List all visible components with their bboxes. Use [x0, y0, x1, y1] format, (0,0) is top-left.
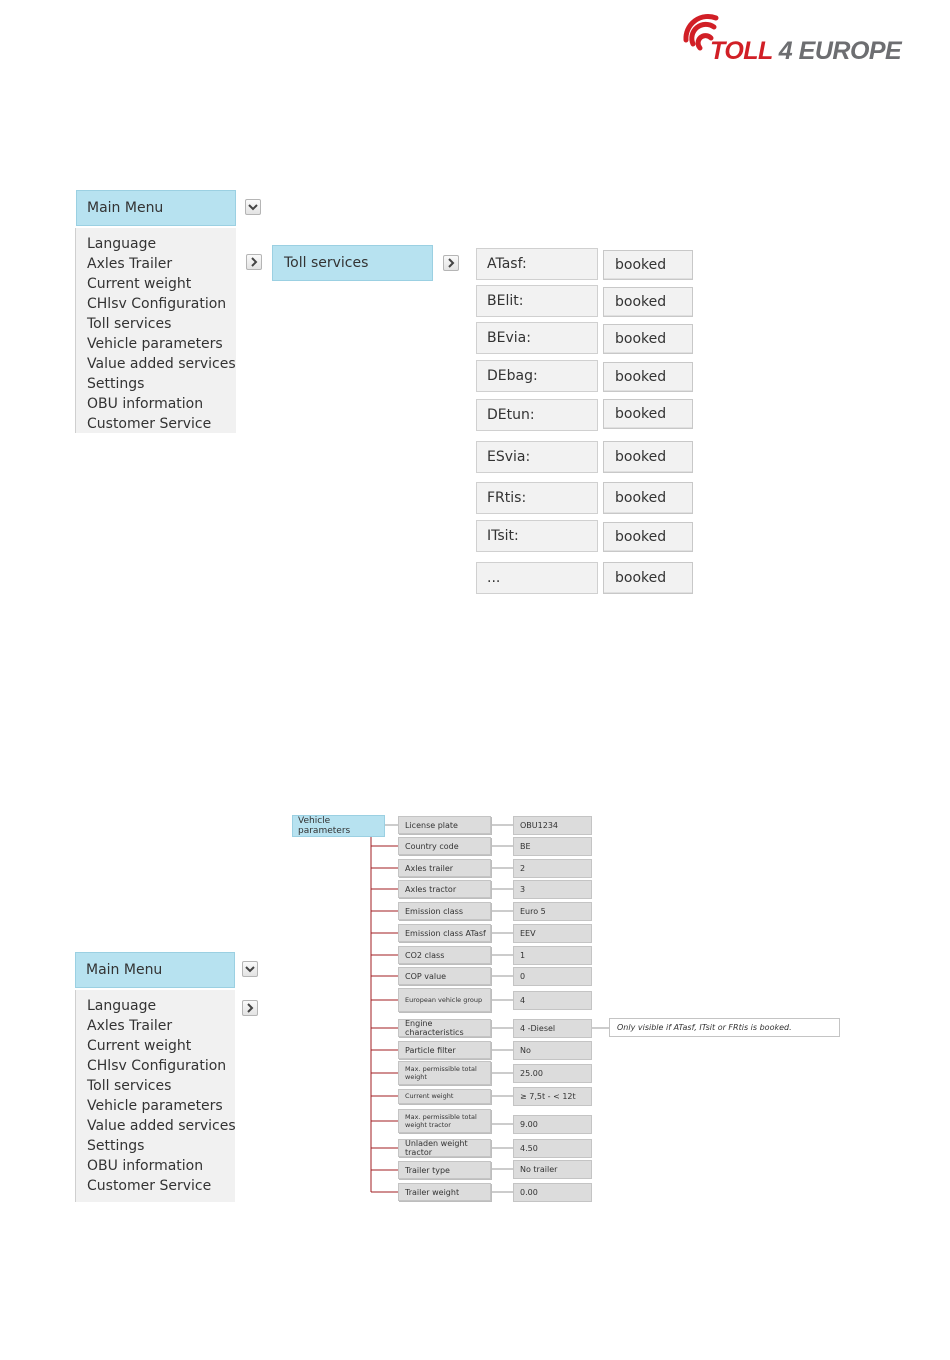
vehicle-param-value[interactable]: 3	[513, 880, 592, 899]
toll-service-status-text: booked	[615, 257, 667, 273]
vehicle-param-label: License plate	[398, 816, 491, 834]
vehicle-param-value[interactable]: 1	[513, 946, 592, 965]
vehicle-param-value[interactable]: 2	[513, 859, 592, 878]
menu-item-chlsv-configuration[interactable]: CHlsv Configuration	[87, 1058, 227, 1074]
vehicle-param-label: Country code	[398, 837, 491, 855]
toll-service-label: ATasf:	[487, 256, 527, 272]
vehicle-parameters-expand-button[interactable]	[242, 1000, 258, 1016]
vehicle-param-label: Engine characteristics	[398, 1019, 491, 1037]
vehicle-param-value[interactable]: Euro 5	[513, 902, 592, 921]
menu-item-axles-trailer[interactable]: Axles Trailer	[87, 1018, 173, 1034]
toll-service-label: DEtun:	[487, 407, 535, 423]
menu-item-axles-trailer[interactable]: Axles Trailer	[87, 256, 173, 272]
main-menu-title-2: Main Menu	[86, 962, 163, 978]
toll-service-status-text: booked	[615, 406, 667, 422]
vehicle-param-label: Axles trailer	[398, 859, 491, 877]
menu-item-settings[interactable]: Settings	[87, 1138, 145, 1154]
menu-item-current-weight[interactable]: Current weight	[87, 276, 192, 292]
vehicle-param-label: COP value	[398, 967, 491, 985]
vehicle-param-value[interactable]: 4 -Diesel	[513, 1019, 592, 1038]
toll-service-label: BElit:	[487, 293, 524, 309]
vehicle-param-label: Current weight	[398, 1089, 491, 1104]
menu-item-settings[interactable]: Settings	[87, 376, 145, 392]
vehicle-param-label: Particle filter	[398, 1041, 491, 1059]
toll-service-status-text: booked	[615, 529, 667, 545]
toll-service-status-text: booked	[615, 570, 667, 586]
vehicle-param-value[interactable]: OBU1234	[513, 816, 592, 835]
vehicle-param-value[interactable]: EEV	[513, 924, 592, 943]
vehicle-param-value[interactable]: No trailer	[513, 1160, 592, 1179]
vehicle-param-value[interactable]: 4.50	[513, 1139, 592, 1158]
menu-item-obu-information[interactable]: OBU information	[87, 396, 204, 412]
main-menu-list-2	[75, 990, 235, 1202]
logo-europe: 4 EUROPE	[772, 37, 902, 65]
vehicle-param-value[interactable]: 0.00	[513, 1183, 592, 1202]
menu-item-toll-services[interactable]: Toll services	[87, 316, 172, 332]
menu-item-current-weight[interactable]: Current weight	[87, 1038, 192, 1054]
vehicle-param-value[interactable]: 0	[513, 967, 592, 986]
menu-item-language[interactable]: Language	[87, 998, 157, 1014]
vehicle-parameters-header[interactable]	[292, 815, 385, 837]
vehicle-param-value[interactable]: 9.00	[513, 1115, 592, 1134]
vehicle-param-label: Trailer weight	[398, 1183, 491, 1201]
visibility-note-text: Only visible if ATasf, ITsit or FRtis is booked.	[617, 1023, 792, 1032]
vehicle-param-value[interactable]: No	[513, 1041, 592, 1060]
toll-service-status-text: booked	[615, 331, 667, 347]
chevron-down-icon	[245, 965, 255, 973]
vehicle-param-label: Emission class ATasf	[398, 924, 491, 942]
vehicle-param-label: Axles tractor	[398, 880, 491, 898]
toll-service-status-text: booked	[615, 449, 667, 465]
vehicle-param-label: CO2 class	[398, 946, 491, 964]
toll-service-label: ...	[487, 570, 501, 586]
vehicle-param-label: Max. permissible total weight	[398, 1061, 491, 1085]
main-menu-header-2[interactable]	[75, 952, 235, 988]
chevron-right-icon	[246, 1003, 254, 1013]
menu-item-obu-information[interactable]: OBU information	[87, 1158, 204, 1174]
logo-toll: TOLL	[710, 37, 773, 65]
vehicle-parameters-title: Vehicle parameters	[298, 816, 351, 836]
main-menu-title: Main Menu	[87, 200, 164, 216]
toll-service-label: BEvia:	[487, 330, 531, 346]
vehicle-param-value[interactable]: BE	[513, 837, 592, 856]
toll-services-title: Toll services	[284, 255, 369, 271]
toll-service-status-text: booked	[615, 294, 667, 310]
vehicle-param-label: Emission class	[398, 902, 491, 920]
menu-item-language[interactable]: Language	[87, 236, 157, 252]
menu-item-value-added-services[interactable]: Value added services	[87, 1118, 236, 1134]
vehicle-param-label: Trailer type	[398, 1161, 491, 1179]
menu-item-customer-service[interactable]: Customer Service	[87, 416, 212, 432]
toll-service-label: DEbag:	[487, 368, 538, 384]
toll-service-status-text: booked	[615, 490, 667, 506]
vehicle-param-value[interactable]: 25.00	[513, 1064, 592, 1083]
menu-item-value-added-services[interactable]: Value added services	[87, 356, 236, 372]
menu-item-vehicle-parameters[interactable]: Vehicle parameters	[87, 336, 223, 352]
toll-service-status-text: booked	[615, 369, 667, 385]
toll-service-label: FRtis:	[487, 490, 527, 506]
visibility-note	[609, 1018, 840, 1037]
menu-item-chlsv-configuration[interactable]: CHlsv Configuration	[87, 296, 227, 312]
vehicle-param-value[interactable]: ≥ 7,5t - < 12t	[513, 1087, 592, 1106]
vehicle-param-label: European vehicle group	[398, 988, 491, 1012]
menu-item-toll-services[interactable]: Toll services	[87, 1078, 172, 1094]
toll-service-label: ITsit:	[487, 528, 519, 544]
menu-item-customer-service[interactable]: Customer Service	[87, 1178, 212, 1194]
vehicle-param-label: Max. permissible total weight tractor	[398, 1109, 491, 1133]
main-menu-dropdown-button-2[interactable]	[242, 961, 258, 977]
vehicle-param-value[interactable]: 4	[513, 991, 592, 1010]
menu-item-vehicle-parameters[interactable]: Vehicle parameters	[87, 1098, 223, 1114]
toll-service-label: ESvia:	[487, 449, 531, 465]
vehicle-param-label: Unladen weight tractor	[398, 1139, 491, 1157]
